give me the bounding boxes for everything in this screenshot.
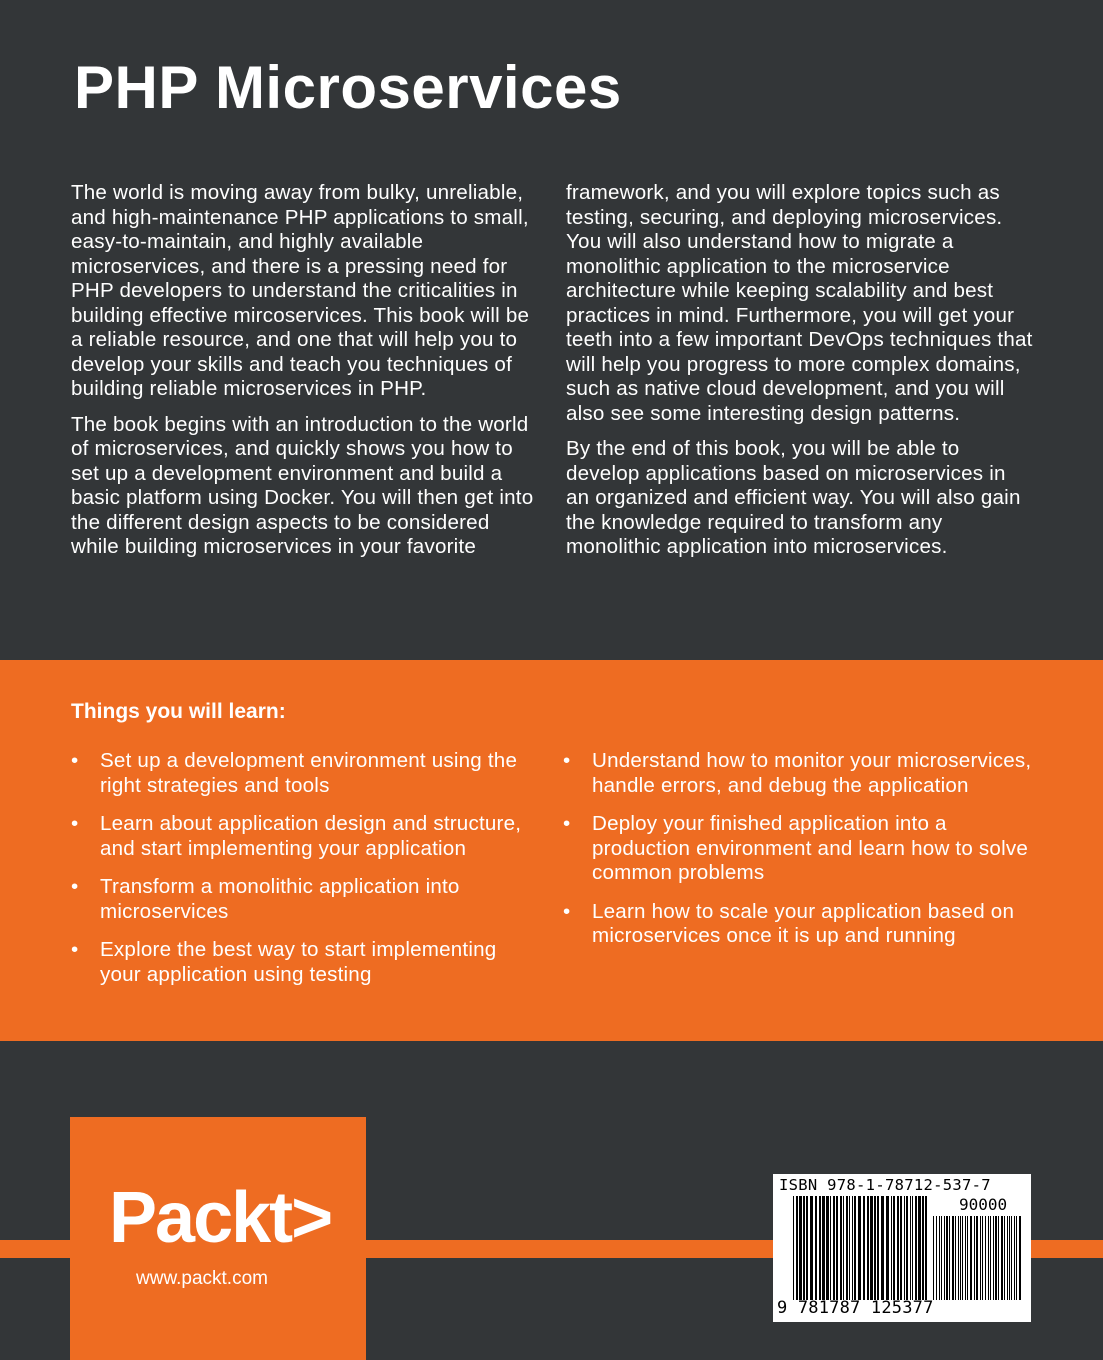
barcode-bar [974, 1216, 975, 1300]
barcode-bar [799, 1196, 802, 1300]
packt-logo: Packt> [109, 1178, 332, 1258]
barcode-bar [852, 1196, 853, 1300]
barcode-bar [936, 1216, 937, 1300]
barcode-bar [803, 1196, 805, 1300]
learn-item [71, 875, 541, 924]
bullet-icon: • [71, 938, 79, 961]
barcode-bar [1004, 1216, 1005, 1300]
barcode-bar [863, 1196, 865, 1300]
barcode-bar [1009, 1216, 1010, 1300]
barcode-bar [877, 1196, 879, 1300]
barcode-bar [843, 1196, 844, 1300]
barcode-bar [958, 1216, 959, 1300]
barcode-bar [918, 1196, 921, 1300]
barcode [773, 1174, 1031, 1322]
learn-item [563, 812, 1033, 886]
barcode-bar [904, 1196, 905, 1300]
barcode-bar [891, 1196, 892, 1300]
description-paragraph: The book begins with an introduction to the world of microservices, and quickly shows you how to set up a development environment and build a basic platform using Docker. You will then get into the different design aspects to be considered while building microservices in your favorite [71, 412, 534, 558]
learn-item [563, 749, 1033, 798]
barcode-bar [915, 1196, 917, 1300]
barcode-bar [922, 1196, 924, 1300]
barcode-bar [949, 1216, 950, 1300]
bullet-icon: • [71, 812, 79, 835]
barcode-bar [990, 1216, 991, 1300]
description-paragraph: By the end of this book, you will be able to develop applications based on microservices in an organized and efficient way. You will also gain the knowledge required to transform any monolithic application into microservices. [566, 437, 1021, 558]
barcode-bar [836, 1196, 838, 1300]
publisher-url: www.packt.com [136, 1268, 268, 1289]
learn-heading: Things you will learn: [71, 700, 286, 723]
description-paragraph: framework, and you will explore topics such as testing, securing, and deploying microservices. You will also understand how to migrate a monolithic application to the microservice architecture while keeping scalability and best practices in mind. Furthermore, you will get your teeth into a few important DevOps techniques that will help you progress to more complex domains, such as native cloud development, and you will also see some interesting design patterns. [566, 181, 1033, 425]
barcode-addon-text: 90000 [959, 1195, 1008, 1214]
barcode-bar [912, 1196, 913, 1300]
barcode-addon-bars [933, 1216, 1025, 1300]
barcode-bar [946, 1216, 948, 1300]
barcode-bar [1014, 1216, 1015, 1300]
barcode-bar [870, 1196, 873, 1300]
barcode-bar [1019, 1216, 1021, 1300]
learn-item [563, 900, 1033, 949]
description-column-left [71, 181, 539, 571]
barcode-bar [900, 1196, 902, 1300]
learn-item [71, 938, 541, 987]
barcode-bar [944, 1216, 945, 1300]
barcode-bar [806, 1196, 808, 1300]
barcode-bar [910, 1196, 911, 1300]
barcode-bar [1016, 1216, 1017, 1300]
barcode-bar [1011, 1216, 1012, 1300]
learn-item-text: Deploy your finished application into a production environment and learn how to solve common problems [592, 812, 1029, 884]
barcode-bar [849, 1196, 850, 1300]
learn-item-text: Set up a development environment using the right strategies and tools [100, 749, 518, 797]
barcode-bar [793, 1196, 794, 1300]
barcode-bar [988, 1216, 989, 1300]
barcode-bar [998, 1216, 999, 1300]
isbn-text: ISBN 978-1-78712-537-7 [779, 1176, 991, 1194]
barcode-bar [867, 1196, 869, 1300]
barcode-bar [893, 1196, 895, 1300]
learn-list-left [71, 749, 541, 1001]
barcode-bar [995, 1216, 997, 1300]
barcode-bar [833, 1196, 835, 1300]
barcode-bar [993, 1216, 994, 1300]
barcode-bar [819, 1196, 821, 1300]
barcode-bar [810, 1196, 813, 1300]
barcode-bar [815, 1196, 817, 1300]
barcode-bar [854, 1196, 856, 1300]
barcode-bar [976, 1216, 978, 1300]
barcode-bar [897, 1196, 899, 1300]
barcode-bar [967, 1216, 968, 1300]
barcode-bar [881, 1196, 884, 1300]
barcode-bar [933, 1216, 934, 1300]
barcode-bar [960, 1216, 961, 1300]
barcode-bar [965, 1216, 966, 1300]
learn-item [71, 749, 541, 798]
barcode-bar [970, 1216, 972, 1300]
book-title: PHP Microservices [74, 54, 622, 121]
barcode-bar [906, 1196, 908, 1300]
learn-list-right [563, 749, 1033, 963]
learn-item [71, 812, 541, 861]
barcode-bar [874, 1196, 876, 1300]
bullet-icon: • [563, 812, 571, 835]
bullet-icon: • [563, 899, 571, 923]
barcode-bar [941, 1216, 942, 1300]
ean-digits: 9 781787 125377 [777, 1298, 934, 1318]
barcode-bar [985, 1216, 986, 1300]
barcode-bar [1001, 1216, 1003, 1300]
barcode-bar [830, 1196, 831, 1300]
description-column-right [566, 181, 1034, 571]
learn-item-text: Learn about application design and structure, and start implementing your application [100, 812, 522, 860]
barcode-bars [793, 1196, 931, 1300]
barcode-bar [952, 1216, 954, 1300]
barcode-bar [858, 1196, 861, 1300]
barcode-bar [1007, 1216, 1008, 1300]
description-paragraph: The world is moving away from bulky, unreliable, and high-maintenance PHP applications to small, easy-to-maintain, and highly available microservices, and there is a pressing need for PHP developers to understand the criticalities in building effective mircoservices. This book will be a reliable resource, and one that will help you to develop your skills and teach you techniques of building reliable microservices in PHP. [71, 181, 530, 400]
barcode-bar [982, 1216, 983, 1300]
bullet-icon: • [71, 875, 79, 898]
barcode-bar [955, 1216, 956, 1300]
barcode-bar [886, 1196, 889, 1300]
learn-item-text: Understand how to monitor your microservices, handle errors, and debug the application [592, 749, 1032, 797]
bullet-icon: • [71, 749, 79, 772]
barcode-bar [826, 1196, 829, 1300]
learn-item-text: Explore the best way to start implementing your application using testing [100, 938, 497, 986]
learn-item-text: Learn how to scale your application based on microservices once it is up and running [592, 899, 1015, 947]
barcode-bar [980, 1216, 981, 1300]
barcode-bar [939, 1216, 940, 1300]
learn-item-text: Transform a monolithic application into microservices [100, 875, 460, 923]
barcode-bar [962, 1216, 963, 1300]
barcode-bar [796, 1196, 798, 1300]
barcode-bar [846, 1196, 848, 1300]
barcode-bar [822, 1196, 825, 1300]
barcode-bar [840, 1196, 842, 1300]
bullet-icon: • [563, 749, 571, 772]
barcode-bar [925, 1196, 927, 1300]
